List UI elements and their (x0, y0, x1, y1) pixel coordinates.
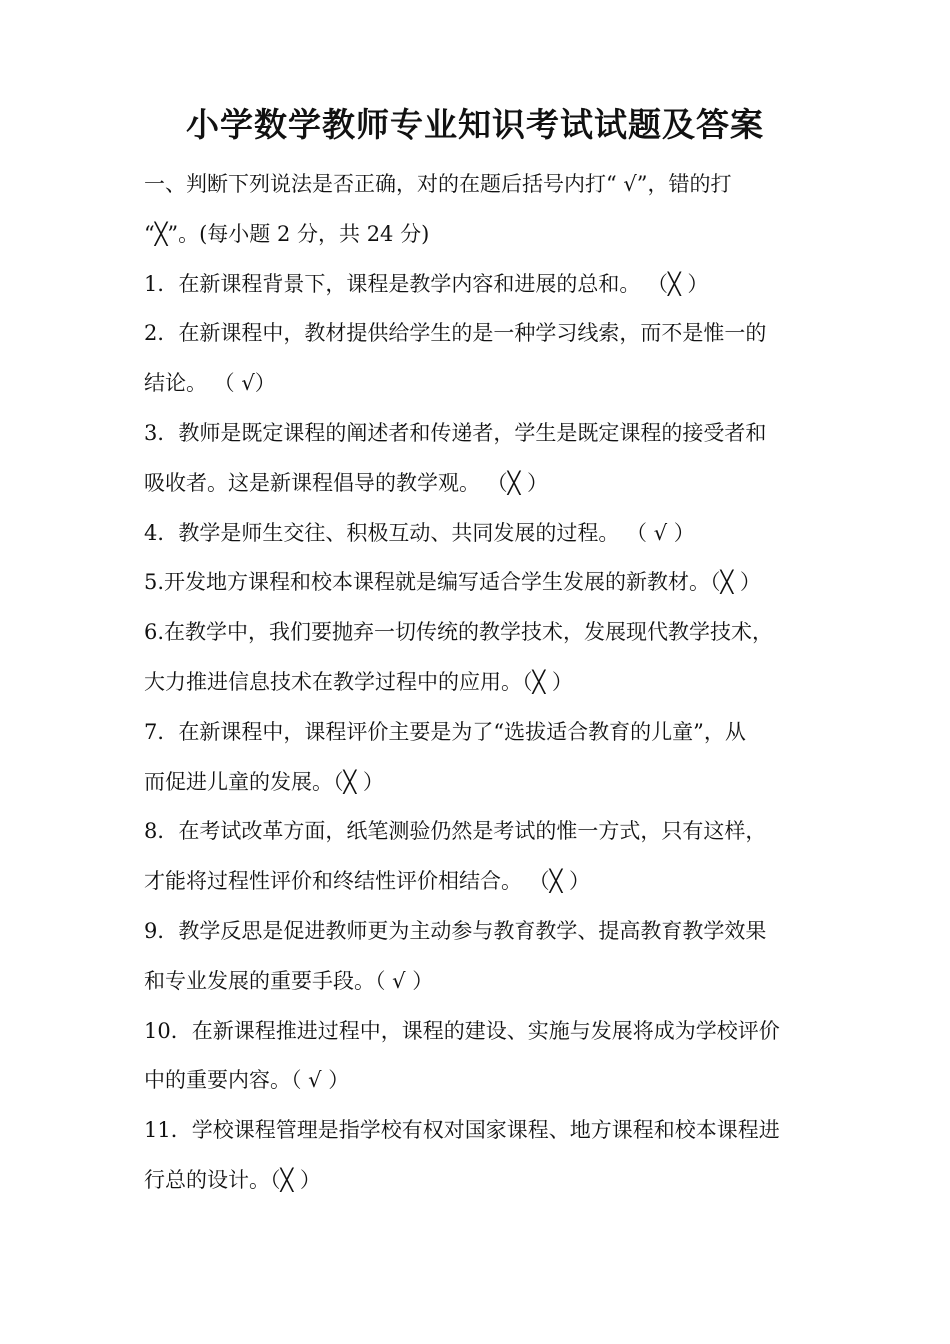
question-item (144, 260, 814, 310)
question-line: 行总的设计。（╳ ） (144, 1167, 321, 1192)
question-line: 才能将过程性评价和终结性评价相结合。 （╳ ） (144, 869, 590, 894)
question-line: 10．在新课程推进过程中，课程的建设、实施与发展将成为学校评价 (144, 1018, 780, 1043)
question-item (144, 1106, 814, 1206)
question-line: 吸收者。这是新课程倡导的教学观。 （╳ ） (144, 470, 548, 495)
question-line: 1．在新课程背景下，课程是教学内容和进展的总和。 （╳ ） (144, 271, 709, 296)
question-line: 结论。 （ √） (144, 371, 276, 396)
question-line: 3．教师是既定课程的阐述者和传递者，学生是既定课程的接受者和 (144, 420, 767, 445)
instruction-line: “╳”。(每小题 2 分，共 24 分) (144, 221, 430, 246)
question-item (144, 608, 814, 708)
question-line: 11．学校课程管理是指学校有权对国家课程、地方课程和校本课程进 (144, 1118, 780, 1143)
question-line: 6.在教学中，我们要抛弃一切传统的教学技术，发展现代教学技术， (144, 620, 774, 645)
section-instructions (144, 160, 814, 260)
question-item (144, 1007, 814, 1107)
document-body (144, 160, 814, 1206)
question-line: 大力推进信息技术在教学过程中的应用。（╳ ） (144, 669, 573, 694)
question-item (144, 907, 814, 1007)
page-title: 小学数学教师专业知识考试试题及答案 (186, 105, 764, 144)
question-line: 5.开发地方课程和校本课程就是编写适合学生发展的新教材。（╳ ） (144, 570, 761, 595)
question-item (144, 509, 814, 559)
question-item (144, 807, 814, 907)
question-item (144, 708, 814, 808)
question-line: 7．在新课程中，课程评价主要是为了“选拔适合教育的儿童”，从 (144, 719, 746, 744)
question-item (144, 558, 814, 608)
question-line: 4．教学是师生交往、积极互动、共同发展的过程。 （ √ ） (144, 520, 695, 545)
question-line: 中的重要内容。（ √ ） (144, 1068, 350, 1093)
question-line: 而促进儿童的发展。（╳ ） (144, 769, 384, 794)
question-line: 8．在考试改革方面，纸笔测验仍然是考试的惟一方式，只有这样， (144, 819, 767, 844)
question-item (144, 309, 814, 409)
question-line: 9．教学反思是促进教师更为主动参与教育教学、提高教育教学效果 (144, 918, 767, 943)
question-line: 和专业发展的重要手段。（ √ ） (144, 968, 434, 993)
question-line: 2．在新课程中，教材提供给学生的是一种学习线索，而不是惟一的 (144, 321, 767, 346)
instruction-line: 一、判断下列说法是否正确，对的在题后括号内打“ √”，错的打 (144, 172, 732, 196)
question-item (144, 409, 814, 509)
